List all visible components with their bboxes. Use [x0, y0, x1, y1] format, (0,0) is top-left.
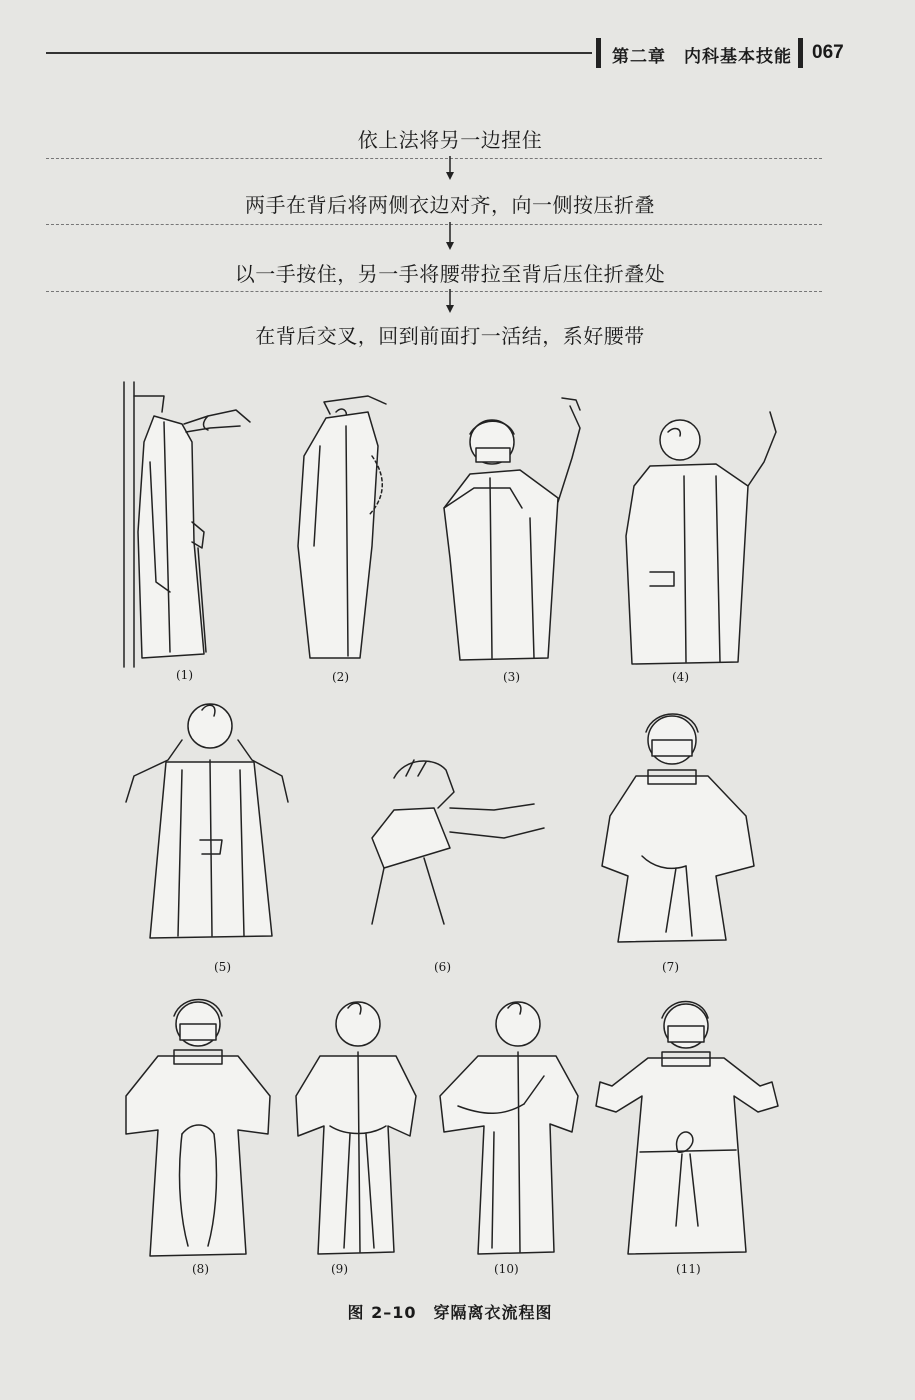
figure-label: (8) — [192, 1262, 209, 1276]
figure-label: (10) — [494, 1262, 519, 1276]
figure-label: (7) — [662, 960, 679, 974]
figure-4-illustration — [620, 406, 790, 674]
header-rule — [46, 52, 592, 54]
figure-label: (2) — [332, 670, 349, 684]
figure-2-illustration — [290, 396, 400, 670]
figure-3-illustration — [430, 398, 600, 672]
figure-11-illustration — [582, 986, 792, 1260]
figure-label: (5) — [214, 960, 231, 974]
figure-label: (3) — [503, 670, 520, 684]
dashed-separator — [46, 158, 822, 159]
figure-9-illustration — [290, 986, 420, 1260]
figure-label: (11) — [676, 1262, 701, 1276]
flow-step-3: 以一手按住，另一手将腰带拉至背后压住折叠处 — [234, 262, 666, 286]
down-arrow-icon — [444, 156, 456, 182]
figure-5-illustration — [122, 690, 292, 946]
header-divider — [596, 38, 601, 68]
down-arrow-icon — [444, 222, 456, 252]
dashed-separator — [46, 224, 822, 225]
figure-7-illustration — [596, 696, 766, 950]
figure-label: (1) — [176, 668, 193, 682]
figure-8-illustration — [118, 984, 288, 1262]
figure-1-illustration — [112, 382, 262, 676]
figure-label: (6) — [434, 960, 451, 974]
figure-label: (9) — [331, 1262, 348, 1276]
dashed-separator — [46, 291, 822, 292]
flow-step-1: 依上法将另一边捏住 — [357, 128, 543, 152]
figure-10-illustration — [434, 986, 584, 1260]
figure-label: (4) — [672, 670, 689, 684]
figure-6-illustration — [354, 748, 554, 932]
chapter-title: 第二章 内科基本技能 — [612, 47, 792, 67]
page-number: 067 — [812, 42, 844, 63]
figure-caption: 图 2–10 穿隔离衣流程图 — [347, 1303, 553, 1322]
flow-step-2: 两手在背后将两侧衣边对齐，向一侧按压折叠 — [245, 193, 655, 217]
down-arrow-icon — [444, 289, 456, 315]
header-divider — [798, 38, 803, 68]
flow-step-4: 在背后交叉，回到前面打一活结，系好腰带 — [255, 324, 645, 348]
